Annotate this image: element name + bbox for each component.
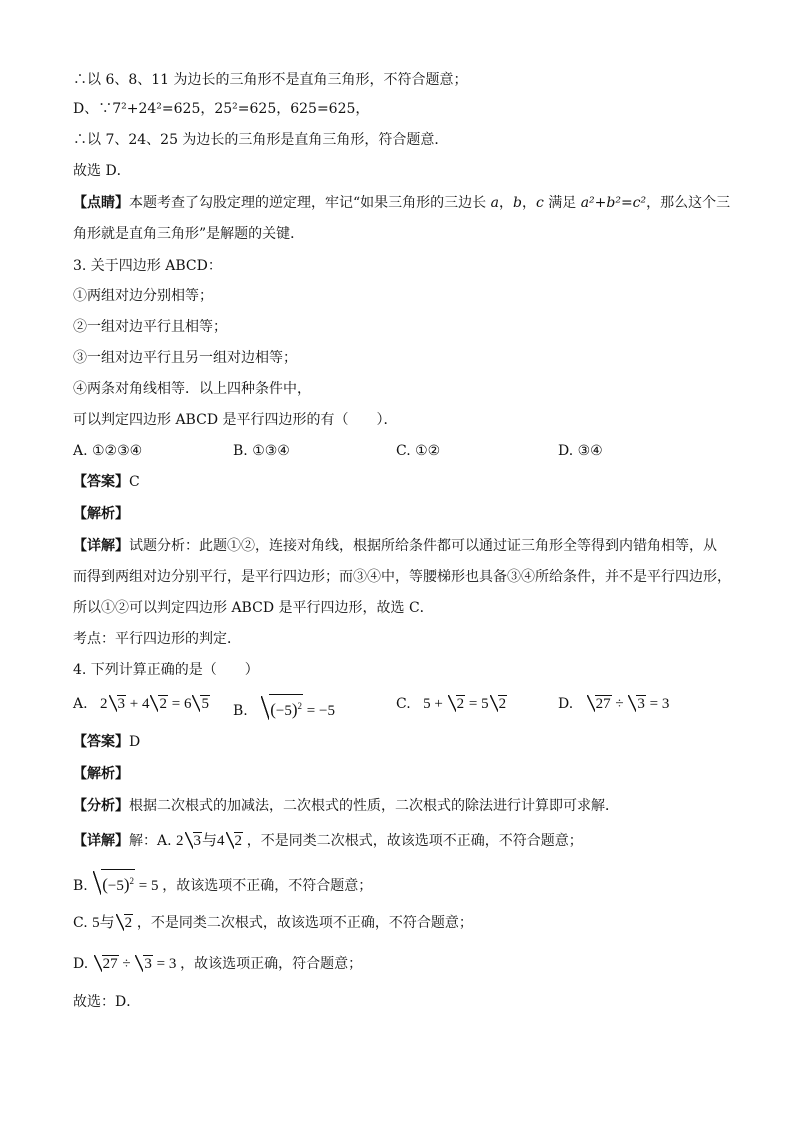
text: ，那么这个三 xyxy=(646,195,731,211)
sqrt xyxy=(490,694,508,714)
solution-a xyxy=(73,831,583,851)
option-c xyxy=(396,694,507,714)
option-b xyxy=(233,694,335,722)
section-tag: 【解析】 xyxy=(73,766,129,782)
option-c: C. ①② xyxy=(396,443,441,459)
sqrt xyxy=(448,694,466,714)
option-label: D. xyxy=(558,696,574,712)
expression xyxy=(100,696,210,712)
text: 试题分析：此题①②，连接对角线，根据所给条件都可以通过证三角形全等得到内错角相等，从 xyxy=(129,538,717,554)
expression: 27 ÷ 3 = 3 xyxy=(93,956,180,972)
condition-3: ③一组对边平行且另一组对边相等； xyxy=(73,350,297,366)
solution-b xyxy=(73,869,372,897)
expression xyxy=(423,696,507,712)
option-b: B. ①③④ xyxy=(233,443,290,459)
solution-d xyxy=(73,954,362,974)
answer-value: D xyxy=(129,734,141,750)
var-b: b xyxy=(512,195,522,211)
text: 满足 xyxy=(543,195,581,211)
section-tag: 【答案】 xyxy=(73,734,129,750)
text-line: 所以①②可以判定四边形 ABCD 是平行四边形，故选 C． xyxy=(73,600,434,616)
question-4-options xyxy=(73,694,733,720)
sqrt xyxy=(261,694,303,722)
solution-c xyxy=(73,913,473,933)
text: ，故该选项正确，符合题意； xyxy=(180,956,363,972)
text-line xyxy=(73,796,619,816)
text: ， xyxy=(498,195,513,211)
radicand: 27 xyxy=(595,696,611,712)
num: 3 xyxy=(661,696,670,712)
condition-4: ④两条对角线相等．以上四种条件中， xyxy=(73,381,311,397)
text-line: 考点：平行四边形的判定． xyxy=(73,631,241,647)
answer-value: C xyxy=(129,474,140,490)
expression: $(-5)^2 = 5$ xyxy=(92,878,162,894)
op: ÷ xyxy=(615,696,624,712)
question-3-title: 3. 关于四边形 ABCD： xyxy=(73,258,222,274)
sqrt xyxy=(150,694,168,714)
answer-line xyxy=(73,472,140,492)
op: = xyxy=(468,696,478,712)
text: ， xyxy=(521,195,536,211)
sqrt xyxy=(109,694,127,714)
formula: a²+b²=c² xyxy=(580,195,647,211)
option-a xyxy=(73,694,210,714)
section-tag: 【分析】 xyxy=(73,798,129,814)
op: = xyxy=(649,696,659,712)
sqrt xyxy=(587,694,612,714)
text: 根据二次根式的加减法，二次根式的性质，二次根式的除法进行计算即可求解． xyxy=(129,798,619,814)
expression: 5与 2 xyxy=(92,915,133,931)
radicand: 2 xyxy=(456,696,465,712)
num: 2 xyxy=(100,696,108,712)
radicand: 2 xyxy=(159,696,167,712)
text: B. xyxy=(73,878,88,894)
section-tag: 【点睛】 xyxy=(73,195,129,211)
option-label: C. xyxy=(396,696,411,712)
text-line: ∴以 7、24、25 为边长的三角形是直角三角形，符合题意． xyxy=(73,132,449,148)
option-d: D. ③④ xyxy=(558,443,603,459)
sqrt xyxy=(628,694,646,714)
radicand: $(-5)^2$ xyxy=(269,694,303,722)
text: ，不是同类二次根式，故该选项不正确，不符合题意； xyxy=(246,833,583,849)
num: 4 xyxy=(141,696,150,712)
question-4-title: 4. 下列计算正确的是（ ） xyxy=(73,662,259,678)
text-line: D、∵7²+24²=625，25²=625，625=625， xyxy=(73,101,370,117)
answer-line xyxy=(73,732,140,752)
text: D. xyxy=(73,956,89,972)
text-line: ∴以 6、8、11 为边长的三角形不是直角三角形，不符合题意； xyxy=(73,72,468,88)
condition-1: ①两组对边分别相等； xyxy=(73,288,213,304)
num: 5 xyxy=(423,696,431,712)
num: −5 xyxy=(318,703,335,719)
section-tag: 【解析】 xyxy=(73,506,129,522)
text-line: 故选：D． xyxy=(73,994,141,1010)
section-tag: 【答案】 xyxy=(73,474,129,490)
section-tag: 【详解】 xyxy=(73,538,129,554)
sqrt xyxy=(192,694,210,714)
op: + xyxy=(434,696,443,712)
text: 解：A. xyxy=(129,833,172,849)
option-label: A. xyxy=(73,696,88,712)
radicand: 3 xyxy=(637,696,645,712)
radicand: 3 xyxy=(117,696,126,712)
section-tag: 【详解】 xyxy=(73,833,129,849)
expression: 2 3与4 2 xyxy=(176,833,243,849)
text-line: 角形就是直角三角形”是解题的关键． xyxy=(73,226,305,242)
text: 本题考查了勾股定理的逆定理，牢记“如果三角形的三边长 xyxy=(129,195,491,211)
radicand: 2 xyxy=(498,696,507,712)
question-3-ask: 可以判定四边形 ABCD 是平行四边形的有（ ）． xyxy=(73,412,398,428)
radicand: 5 xyxy=(201,696,209,712)
note-line xyxy=(73,193,730,213)
var-a: a xyxy=(490,195,499,211)
text-line xyxy=(73,536,717,556)
text: ，故该选项不正确，不符合题意； xyxy=(162,878,373,894)
text-line: 而得到两组对边分别平行，是平行四边形；而③④中，等腰梯形也具备③④所给条件，并不是平行四边形， xyxy=(73,569,731,585)
expression xyxy=(586,696,670,712)
text-line: 故选 D． xyxy=(73,163,131,179)
option-d xyxy=(558,694,669,714)
option-a: A. ①②③④ xyxy=(73,443,143,459)
text: C. xyxy=(73,915,88,931)
op: = xyxy=(306,703,316,719)
text: ，不是同类二次根式，故该选项不正确，不符合题意； xyxy=(136,915,473,931)
option-label: B. xyxy=(233,703,248,719)
num: 6 xyxy=(183,696,192,712)
num: 5 xyxy=(481,696,489,712)
var-c: c xyxy=(535,195,544,211)
expression xyxy=(260,700,335,719)
op: + xyxy=(129,696,139,712)
condition-2: ②一组对边平行且相等； xyxy=(73,319,227,335)
op: = xyxy=(171,696,181,712)
